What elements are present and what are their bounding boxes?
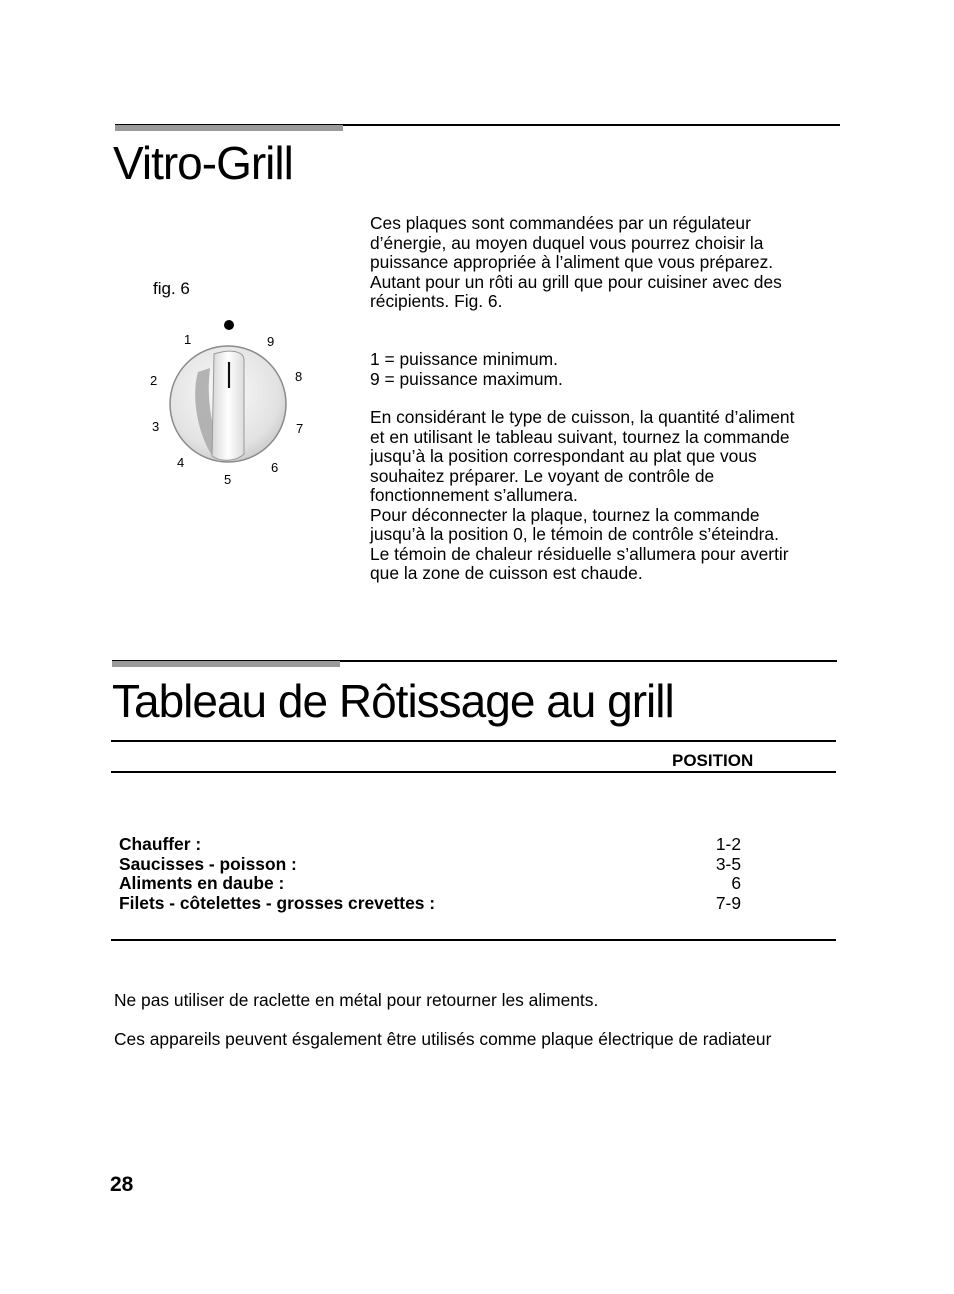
- table-row: [119, 835, 741, 855]
- text-line: récipients. Fig. 6.: [370, 291, 503, 311]
- text-line: jusqu’à la position correspondant au plat que vous: [370, 446, 757, 466]
- section-accent-bar: [115, 125, 343, 131]
- text-line: Le témoin de chaleur résiduelle s’allumera pour avertir: [370, 543, 789, 564]
- text-line: et en utilisant le tableau suivant, tournez la commande: [370, 426, 790, 447]
- row-label: Saucisses - poisson :: [119, 853, 297, 874]
- row-label: Filets - côtelettes - grosses crevettes :: [119, 892, 436, 913]
- text-line: 9 = puissance maximum.: [370, 368, 563, 389]
- section-title-vitro-grill: Vitro-Grill: [113, 137, 293, 189]
- text-line: Pour déconnecter la plaque, tournez la commande: [370, 504, 760, 525]
- row-position: 6: [731, 873, 741, 893]
- table-row: [119, 874, 741, 894]
- table-header-rule: [111, 771, 836, 773]
- table-row: [119, 894, 741, 914]
- dial-number-3: 3: [152, 419, 160, 434]
- text-line: 1 = puissance minimum.: [370, 349, 558, 369]
- text-line: fonctionnement s’allumera.: [370, 485, 578, 505]
- dial-number-4: 4: [177, 455, 185, 470]
- dial-number-5: 5: [224, 472, 232, 487]
- note-metal-spatula: Ne pas utiliser de raclette en métal pour retourner les aliments.: [114, 990, 599, 1010]
- note-radiator-use: Ces appareils peuvent ésgalement être utilisés comme plaque électrique de radiateur: [114, 1029, 772, 1049]
- row-position: 3-5: [715, 853, 741, 874]
- dial-number-2: 2: [150, 373, 158, 388]
- figure-label: fig. 6: [153, 279, 190, 298]
- row-position: 7-9: [715, 892, 741, 913]
- dial-number-7: 7: [296, 421, 304, 436]
- text-line: puissance appropriée à l’aliment que vous préparez.: [370, 252, 774, 272]
- row-label: Chauffer :: [119, 834, 202, 854]
- page-number: 28: [110, 1173, 134, 1196]
- power-range-paragraph: [370, 350, 563, 389]
- dial-number-1: 1: [184, 332, 192, 347]
- table-top-rule: [111, 740, 836, 742]
- text-line: En considérant le type de cuisson, la quantité d’aliment: [370, 407, 795, 427]
- dial-number-8: 8: [295, 369, 303, 384]
- zero-position-dot: [224, 320, 234, 330]
- text-line: d’énergie, au moyen duquel vous pourrez choisir la: [370, 232, 764, 253]
- text-line: que la zone de cuisson est chaude.: [370, 563, 643, 583]
- instructions-paragraph: [370, 408, 794, 584]
- dial-number-9: 9: [267, 334, 275, 349]
- text-line: jusqu’à la position 0, le témoin de contrôle s’éteindra.: [370, 524, 779, 544]
- position-column-header: POSITION: [672, 751, 754, 770]
- text-line: Ces plaques sont commandées par un régulateur: [370, 213, 751, 233]
- text-line: souhaitez préparer. Le voyant de contrôle de: [370, 465, 715, 486]
- row-position: 1-2: [715, 834, 741, 854]
- control-knob-figure: [140, 310, 320, 500]
- text-line: Autant pour un rôti au grill que pour cuisiner avec des: [370, 271, 782, 292]
- dial-number-6: 6: [271, 460, 279, 475]
- row-label: Aliments en daube :: [119, 873, 285, 893]
- table-bottom-rule: [111, 939, 836, 941]
- section-title-grill-table: Tableau de Rôtissage au grill: [112, 675, 674, 727]
- intro-paragraph: [370, 214, 782, 312]
- table-row: [119, 855, 741, 875]
- section-accent-bar: [112, 661, 340, 667]
